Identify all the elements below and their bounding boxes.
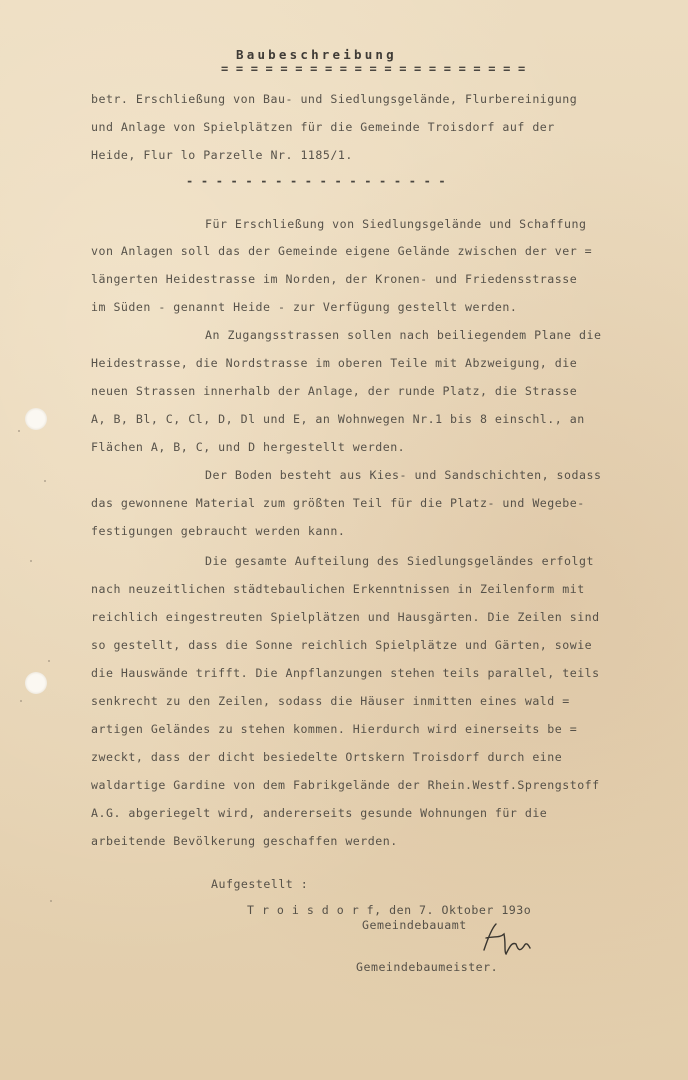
body-line-16: so gestellt, dass die Sonne reichlich Spielplätze und Gärten, sowie — [91, 638, 593, 652]
body-line-20: zweckt, dass der dicht besiedelte Ortskern Troisdorf durch eine — [91, 750, 563, 764]
body-line-4: im Süden - genannt Heide - zur Verfügung gestellt werden. — [91, 300, 518, 314]
aufgestellt-label: Aufgestellt : — [211, 877, 309, 891]
punch-hole-lower — [25, 672, 47, 694]
body-line-5: An Zugangsstrassen sollen nach beiliegendem Plane die — [205, 328, 602, 342]
section-separator: - - - - - - - - - - - - - - - - - - — [186, 174, 446, 188]
office-name: Gemeindebauamt — [362, 918, 467, 932]
body-line-17: die Hauswände trifft. Die Anpflanzungen stehen teils parallel, teils — [91, 666, 600, 680]
paper-speck — [20, 700, 22, 702]
subject-line-2: und Anlage von Spielplätzen für die Gemeinde Troisdorf auf der — [91, 120, 555, 134]
subject-line-1: betr. Erschließung von Bau- und Siedlungsgelände, Flurbereinigung — [91, 92, 578, 106]
paper-speck — [48, 660, 50, 662]
body-line-12: festigungen gebraucht werden kann. — [91, 524, 346, 538]
paper-speck — [50, 900, 52, 902]
body-line-9: Flächen A, B, C, und D hergestellt werden. — [91, 440, 406, 454]
body-line-6: Heidestrasse, die Nordstrasse im oberen Teile mit Abzweigung, die — [91, 356, 578, 370]
body-line-8: A, B, Bl, C, Cl, D, Dl und E, an Wohnwegen Nr.1 bis 8 einschl., an — [91, 412, 585, 426]
punch-hole-upper — [25, 408, 47, 430]
body-line-15: reichlich eingestreuten Spielplätzen und Hausgärten. Die Zeilen sind — [91, 610, 600, 624]
body-line-1: Für Erschließung von Siedlungsgelände und Schaffung — [205, 217, 587, 231]
body-line-10: Der Boden besteht aus Kies- und Sandschichten, sodass — [205, 468, 602, 482]
body-line-18: senkrecht zu den Zeilen, sodass die Häuser inmitten eines wald = — [91, 694, 570, 708]
body-line-3: längerten Heidestrasse im Norden, der Kronen- und Friedensstrasse — [91, 272, 578, 286]
place-date: T r o i s d o r f, den 7. Oktober 193o — [247, 903, 532, 917]
paper-speck — [44, 480, 46, 482]
body-line-19: artigen Geländes zu stehen kommen. Hierdurch wird einerseits be = — [91, 722, 578, 736]
paper-speck — [18, 430, 20, 432]
title-underline: = = = = = = = = = = = = = = = = = = = = = — [221, 62, 526, 76]
body-line-23: arbeitende Bevölkerung geschaffen werden. — [91, 834, 398, 848]
body-line-21: waldartige Gardine von dem Fabrikgelände der Rhein.Westf.Sprengstoff — [91, 778, 600, 792]
handwritten-signature — [476, 920, 536, 960]
signatory-title: Gemeindebaumeister. — [356, 960, 499, 974]
subject-line-3: Heide, Flur lo Parzelle Nr. 1185/1. — [91, 148, 353, 162]
paper-speck — [30, 560, 32, 562]
body-line-13: Die gesamte Aufteilung des Siedlungsgeländes erfolgt — [205, 554, 594, 568]
body-line-2: von Anlagen soll das der Gemeinde eigene Gelände zwischen der ver = — [91, 244, 593, 258]
body-line-7: neuen Strassen innerhalb der Anlage, der runde Platz, die Strasse — [91, 384, 578, 398]
body-line-11: das gewonnene Material zum größten Teil für die Platz- und Wegebe- — [91, 496, 585, 510]
document-title: Baubeschreibung — [236, 47, 397, 62]
body-line-14: nach neuzeitlichen städtebaulichen Erkenntnissen in Zeilenform mit — [91, 582, 585, 596]
body-line-22: A.G. abgeriegelt wird, andererseits gesunde Wohnungen für die — [91, 806, 548, 820]
